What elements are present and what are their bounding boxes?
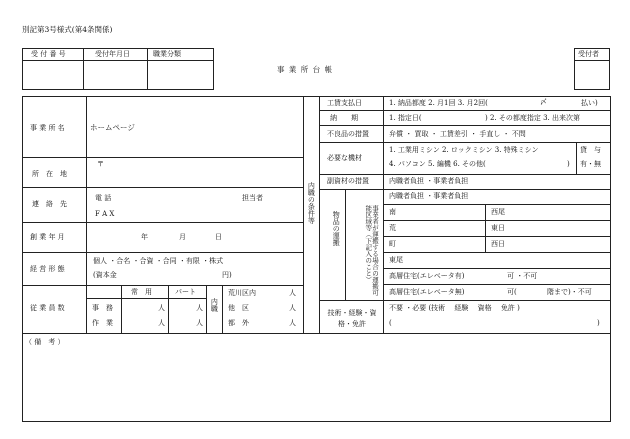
gijutsu-paren-left: ( [389,319,392,327]
jimu-label: 事 務 [92,304,113,312]
chingin-value: 1. 納品都度 2. 月1回 3. 月2回( [389,99,488,107]
gijutsu-value: 不要 ・必要 (技術 経験 資格 免許 ) [389,304,520,312]
tofu-label: 都 外 [228,319,249,327]
postal-mark: 〒 [97,160,104,168]
area-nishi: 西日 [491,240,505,248]
chingin-harai: 払い) [581,99,598,107]
furyohin-value: 弁償 ・ 買取 ・ 工賃差引 ・ 手直し ・ 不問 [389,130,526,138]
unpan-value: 内職者負担 ・事業者負担 [389,192,469,200]
elev-no-label: 高層住宅(エレベータ無) [389,288,465,296]
denwa-label: 電 話 [95,194,112,202]
hi-label: 日 [215,233,222,241]
uketsuke-nengappi-label: 受付年月日 [95,50,130,58]
fax-label: F A X [95,210,115,218]
gijutsu-paren-right: ) [597,319,600,327]
area-higashio: 東尾 [389,256,403,264]
unpan-label: 物品の運搬 [332,211,341,246]
keiei-keitai-label: 経 営 形 態 [30,265,65,273]
kizai-label: 必要な機材 [327,154,362,162]
jimu-part-unit: 人 [196,304,203,312]
sagyo-part-unit: 人 [196,319,203,327]
takku-label: 他 区 [228,304,249,312]
area-higashi: 東日 [491,224,505,232]
uketsuke-bango-label: 受 付 番 号 [31,50,66,58]
furyohin-label: 不良品の措置 [327,130,369,138]
area-machi: 町 [389,240,396,248]
kizai-paren: ) [567,160,570,168]
fukushizai-label: 副資材の措置 [327,177,369,185]
part-header: パート [175,288,196,296]
joyo-header: 常 用 [131,288,152,296]
jigyosho-mei-label: 事 業 所 名 [30,124,65,132]
gijutsu-label: 技術・経験・資格・免許 [327,309,377,328]
shozaichi-label: 所 在 地 [32,170,67,178]
nen-label: 年 [141,233,148,241]
shihonkin-label: (資本金 [93,271,117,279]
tofu-unit: 人 [289,319,296,327]
chingin-label: 工賃支払日 [327,99,362,107]
page-title: 事 業 所 台 帳 [277,65,334,74]
kashiyo-label: 貸 与 [580,146,601,154]
area-ara: 荒 [389,224,396,232]
arakawa-label: 荒川区内 [228,289,256,297]
jimu-joyo-unit: 人 [158,304,165,312]
en-label: 円) [222,271,232,279]
sagyo-label: 作 業 [92,319,113,327]
keitai-options: 個人 ・合名 ・合資 ・合同 ・有限 ・株式 [93,257,224,265]
shokugyo-bunrui-label: 職業分類 [153,50,181,58]
nouki-label: 納 期 [330,114,358,122]
fukushizai-value: 内職者負担 ・事業者負担 [389,177,469,185]
sogyo-label: 創 業 年 月 [30,233,65,241]
kizai-line2: 4. パソコン 5. 編機 6. その他( [389,160,486,168]
kashiyo-options: 有・無 [580,160,601,168]
unpan-note: 事業者が運搬する場合の運搬可能区域等（下記入のこと） [364,205,379,296]
renrakusaki-label: 連 絡 先 [32,200,67,208]
tantosha-label: 担当者 [242,194,263,202]
jugyoin-label: 従 業 員 数 [30,304,65,312]
sagyo-joyo-unit: 人 [158,319,165,327]
tsuki-label: 月 [179,233,186,241]
area-minami: 南 [389,208,396,216]
biko-label: （ 備 考 ） [25,338,65,346]
area-nishio: 西尾 [491,208,505,216]
nouki-tail: ) 2. その都度指定 3. 出来次第 [485,114,580,122]
elev-no-options: 可( [507,288,517,296]
naishoku-label: 内職 [210,298,219,312]
kizai-line1: 1. 工業用ミシン 2. ロックミシン 3. 特殊ミシン [389,146,539,154]
naishoku-joken-label: 内職の条件等 [307,182,316,224]
jigyosho-mei-value: ホームページ [90,123,135,132]
elev-yes-options: 可 ・不可 [507,272,538,280]
elev-yes-label: 高層住宅(エレベータ有) [389,272,465,280]
nouki-value: 1. 指定日( [389,114,422,122]
elev-no-tail: 階まで)・不可 [547,288,592,296]
form-label: 別記第3号様式(第4条関係) [22,25,113,34]
takku-unit: 人 [289,304,296,312]
arakawa-unit: 人 [289,289,296,297]
uketsukesha-label: 受付者 [578,50,599,58]
chingin-close-mark: 〆 [540,98,547,106]
